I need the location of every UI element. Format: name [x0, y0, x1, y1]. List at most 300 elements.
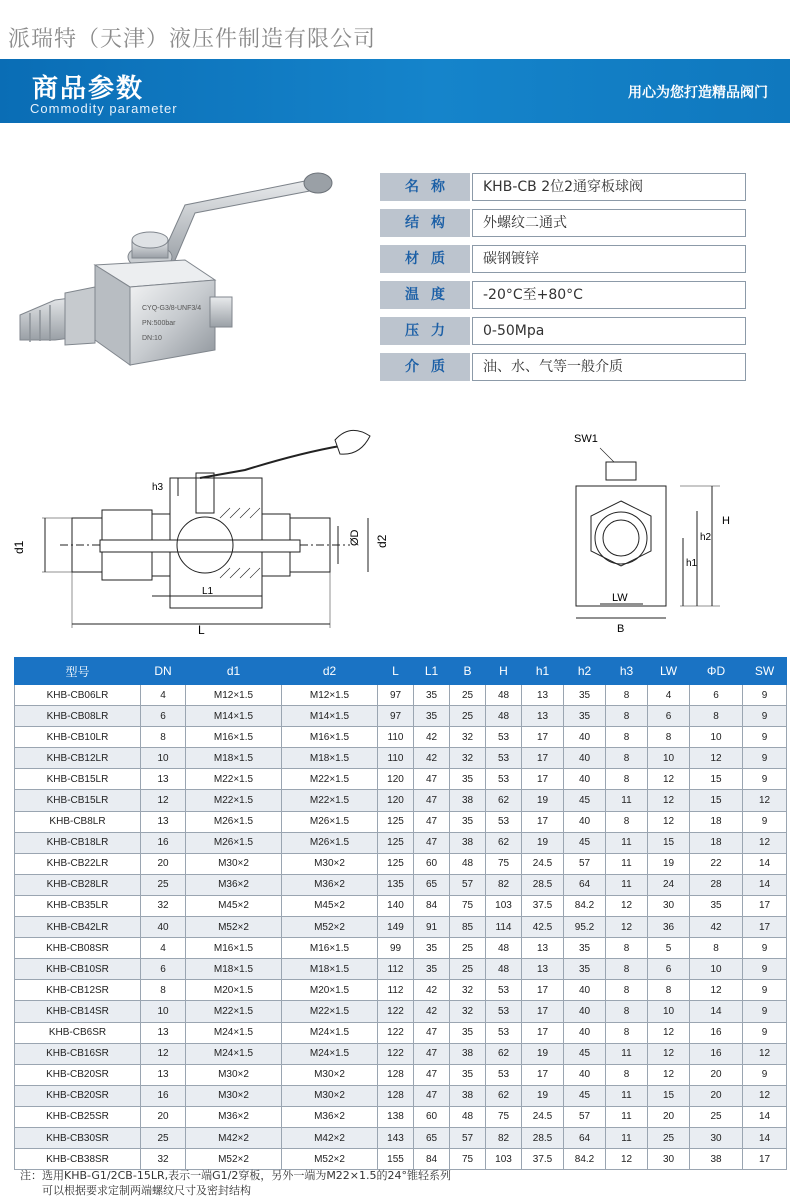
table-row — [15, 811, 787, 832]
table-cell: 40 — [564, 1064, 606, 1085]
table-cell: M24×1.5 — [186, 1043, 282, 1064]
table-cell: 11 — [606, 853, 648, 874]
table-cell: 17 — [522, 769, 564, 790]
table-cell: 13 — [141, 1022, 186, 1043]
table-cell: 14 — [743, 874, 787, 895]
table-cell: 48 — [486, 959, 522, 980]
table-cell: 20 — [141, 1106, 186, 1127]
param-list — [380, 173, 746, 389]
table-cell: 8 — [606, 769, 648, 790]
table-cell: 35 — [564, 959, 606, 980]
table-row — [15, 938, 787, 959]
table-cell: 12 — [690, 748, 743, 769]
table-cell: 75 — [486, 1106, 522, 1127]
table-cell: 25 — [141, 1127, 186, 1148]
table-cell: 47 — [414, 1085, 450, 1106]
table-cell: 53 — [486, 727, 522, 748]
table-cell: M18×1.5 — [186, 959, 282, 980]
table-cell: 122 — [378, 1043, 414, 1064]
table-cell: 40 — [564, 748, 606, 769]
table-row — [15, 1106, 787, 1127]
table-cell: 11 — [606, 1127, 648, 1148]
table-cell: 103 — [486, 1149, 522, 1170]
table-cell: 36 — [648, 917, 690, 938]
table-cell: 45 — [564, 1043, 606, 1064]
table-cell: 8 — [606, 938, 648, 959]
table-cell: 91 — [414, 917, 450, 938]
table-cell: KHB-CB35LR — [15, 895, 141, 916]
table-cell: 30 — [648, 1149, 690, 1170]
table-cell: 42 — [414, 748, 450, 769]
table-cell: M26×1.5 — [186, 811, 282, 832]
table-row — [15, 790, 787, 811]
table-cell: 110 — [378, 748, 414, 769]
param-row — [380, 281, 746, 309]
footnote — [20, 1168, 451, 1198]
param-value: 0-50Mpa — [472, 317, 746, 345]
col-h2: h2 — [564, 658, 606, 685]
param-row — [380, 353, 746, 381]
table-cell: 6 — [648, 706, 690, 727]
table-cell: 22 — [690, 853, 743, 874]
table-cell: KHB-CB06LR — [15, 685, 141, 706]
table-cell: 12 — [743, 1085, 787, 1106]
table-cell: 84.2 — [564, 895, 606, 916]
table-cell: 24 — [648, 874, 690, 895]
table-cell: 8 — [141, 727, 186, 748]
table-cell: M26×1.5 — [186, 832, 282, 853]
table-cell: 45 — [564, 1085, 606, 1106]
table-cell: 75 — [450, 895, 486, 916]
technical-drawing — [0, 418, 790, 638]
table-cell: KHB-CB30SR — [15, 1127, 141, 1148]
table-cell: 8 — [606, 1001, 648, 1022]
table-cell: M36×2 — [186, 874, 282, 895]
table-cell: 60 — [414, 853, 450, 874]
table-cell: 53 — [486, 980, 522, 1001]
table-row — [15, 685, 787, 706]
table-cell: 6 — [690, 685, 743, 706]
table-cell: 155 — [378, 1149, 414, 1170]
table-cell: 35 — [450, 1064, 486, 1085]
table-cell: 47 — [414, 769, 450, 790]
table-cell: 42 — [414, 980, 450, 1001]
param-label: 结构 — [380, 209, 470, 237]
table-cell: 82 — [486, 1127, 522, 1148]
table-cell: 15 — [690, 790, 743, 811]
table-cell: 6 — [141, 959, 186, 980]
table-cell: 42 — [414, 727, 450, 748]
table-cell: 57 — [450, 1127, 486, 1148]
table-cell: KHB-CB08SR — [15, 938, 141, 959]
table-cell: 25 — [141, 874, 186, 895]
table-row — [15, 959, 787, 980]
table-cell: KHB-CB20SR — [15, 1085, 141, 1106]
table-cell: KHB-CB12SR — [15, 980, 141, 1001]
table-cell: 13 — [522, 706, 564, 727]
table-cell: M16×1.5 — [186, 938, 282, 959]
table-cell: 37.5 — [522, 895, 564, 916]
table-cell: 97 — [378, 706, 414, 727]
param-label: 名称 — [380, 173, 470, 201]
table-cell: 25 — [450, 959, 486, 980]
table-cell: 9 — [743, 706, 787, 727]
table-cell: 12 — [141, 1043, 186, 1064]
table-cell: 48 — [450, 853, 486, 874]
table-cell: 97 — [378, 685, 414, 706]
table-cell: 122 — [378, 1001, 414, 1022]
table-cell: 30 — [648, 895, 690, 916]
table-cell: 40 — [564, 769, 606, 790]
table-cell: 32 — [141, 1149, 186, 1170]
product-photo — [10, 165, 340, 375]
param-label: 温度 — [380, 281, 470, 309]
table-cell: 18 — [690, 811, 743, 832]
table-cell: 4 — [648, 685, 690, 706]
table-cell: 84 — [414, 895, 450, 916]
table-cell: KHB-CB15LR — [15, 769, 141, 790]
table-cell: 40 — [141, 917, 186, 938]
table-cell: 35 — [690, 895, 743, 916]
table-cell: 35 — [450, 811, 486, 832]
table-cell: 40 — [564, 811, 606, 832]
table-cell: 6 — [141, 706, 186, 727]
table-cell: 10 — [648, 1001, 690, 1022]
footnote-line-1: 注：选用KHB-G1/2CB-15LR,表示一端G1/2穿板，另外一端为M22×1.5的24°锥轻系列 — [20, 1169, 452, 1182]
table-row — [15, 748, 787, 769]
table-cell: 38 — [450, 832, 486, 853]
table-cell: M52×2 — [282, 1149, 378, 1170]
table-cell: 20 — [690, 1064, 743, 1085]
table-cell: 9 — [743, 1001, 787, 1022]
col-l1: L1 — [414, 658, 450, 685]
col-lw: LW — [648, 658, 690, 685]
table-cell: 32 — [450, 980, 486, 1001]
table-cell: 128 — [378, 1064, 414, 1085]
table-cell: M20×1.5 — [186, 980, 282, 1001]
table-cell: 42 — [414, 1001, 450, 1022]
table-cell: M52×2 — [186, 917, 282, 938]
table-cell: M45×2 — [186, 895, 282, 916]
table-cell: 19 — [522, 1085, 564, 1106]
table-cell: 85 — [450, 917, 486, 938]
table-cell: M42×2 — [186, 1127, 282, 1148]
table-cell: 11 — [606, 832, 648, 853]
footnote-line-2: 可以根据要求定制两端螺纹尺寸及密封结构 — [42, 1184, 251, 1197]
table-cell: M18×1.5 — [282, 959, 378, 980]
table-cell: KHB-CB08LR — [15, 706, 141, 727]
col-d1: d1 — [186, 658, 282, 685]
dim-lw: LW — [612, 592, 628, 604]
dim-h2: h2 — [700, 532, 712, 543]
table-cell: 6 — [648, 959, 690, 980]
table-cell: 47 — [414, 1064, 450, 1085]
param-value: 碳钢镀锌 — [472, 245, 746, 273]
param-value: KHB-CB 2位2通穿板球阀 — [472, 173, 746, 201]
table-cell: 13 — [141, 769, 186, 790]
table-cell: 112 — [378, 980, 414, 1001]
col-dn: DN — [141, 658, 186, 685]
dim-b: B — [617, 623, 625, 635]
table-cell: M30×2 — [282, 1085, 378, 1106]
table-cell: 9 — [743, 938, 787, 959]
col-sw: SW — [743, 658, 787, 685]
param-label: 介质 — [380, 353, 470, 381]
table-cell: 25 — [450, 938, 486, 959]
table-cell: 103 — [486, 895, 522, 916]
table-cell: 8 — [690, 938, 743, 959]
table-cell: KHB-CB12LR — [15, 748, 141, 769]
table-cell: 8 — [648, 980, 690, 1001]
table-row — [15, 853, 787, 874]
table-cell: 125 — [378, 811, 414, 832]
table-cell: 64 — [564, 1127, 606, 1148]
table-cell: 32 — [450, 748, 486, 769]
table-cell: KHB-CB8LR — [15, 811, 141, 832]
table-cell: 84.2 — [564, 1149, 606, 1170]
table-cell: 8 — [606, 748, 648, 769]
table-cell: 5 — [648, 938, 690, 959]
table-cell: KHB-CB25SR — [15, 1106, 141, 1127]
col-h3: h3 — [606, 658, 648, 685]
table-cell: 24.5 — [522, 853, 564, 874]
table-cell: 19 — [522, 1043, 564, 1064]
table-row — [15, 1064, 787, 1085]
table-cell: 53 — [486, 769, 522, 790]
table-row — [15, 1085, 787, 1106]
table-cell: 12 — [648, 811, 690, 832]
company-name: 派瑞特（天津）液压件制造有限公司 — [8, 27, 377, 52]
table-cell: 11 — [606, 874, 648, 895]
table-cell: M30×2 — [186, 853, 282, 874]
table-cell: M22×1.5 — [282, 769, 378, 790]
table-cell: 17 — [743, 895, 787, 916]
table-cell: M36×2 — [282, 874, 378, 895]
banner-title: 商品参数 — [32, 74, 145, 104]
table-cell: M30×2 — [186, 1064, 282, 1085]
table-cell: M16×1.5 — [282, 727, 378, 748]
table-cell: 9 — [743, 980, 787, 1001]
table-cell: 11 — [606, 790, 648, 811]
table-cell: KHB-CB10SR — [15, 959, 141, 980]
table-cell: 19 — [522, 832, 564, 853]
table-cell: 14 — [690, 1001, 743, 1022]
table-cell: 25 — [690, 1106, 743, 1127]
table-cell: 65 — [414, 1127, 450, 1148]
col-model: 型号 — [15, 658, 141, 685]
table-row — [15, 917, 787, 938]
table-cell: 45 — [564, 832, 606, 853]
table-cell: M16×1.5 — [186, 727, 282, 748]
table-cell: 62 — [486, 790, 522, 811]
table-cell: 16 — [141, 832, 186, 853]
table-cell: 12 — [743, 790, 787, 811]
table-cell: 53 — [486, 748, 522, 769]
table-cell: M12×1.5 — [282, 685, 378, 706]
table-cell: 35 — [414, 685, 450, 706]
table-cell: 14 — [743, 1106, 787, 1127]
table-cell: 17 — [522, 1064, 564, 1085]
table-cell: 12 — [606, 895, 648, 916]
table-row — [15, 1043, 787, 1064]
table-cell: 82 — [486, 874, 522, 895]
table-cell: 8 — [606, 1064, 648, 1085]
table-cell: 8 — [606, 959, 648, 980]
table-cell: M16×1.5 — [282, 938, 378, 959]
col-h1: h1 — [522, 658, 564, 685]
table-cell: 10 — [141, 1001, 186, 1022]
table-cell: 48 — [450, 1106, 486, 1127]
table-cell: 14 — [743, 853, 787, 874]
table-cell: 12 — [648, 1043, 690, 1064]
param-row — [380, 173, 746, 201]
table-cell: 110 — [378, 727, 414, 748]
table-cell: KHB-CB6SR — [15, 1022, 141, 1043]
table-cell: 11 — [606, 1106, 648, 1127]
table-cell: 35 — [564, 685, 606, 706]
table-cell: 17 — [522, 980, 564, 1001]
table-cell: M18×1.5 — [186, 748, 282, 769]
col-l: L — [378, 658, 414, 685]
table-row — [15, 727, 787, 748]
table-cell: 53 — [486, 1022, 522, 1043]
table-cell: 125 — [378, 853, 414, 874]
table-cell: M22×1.5 — [282, 790, 378, 811]
table-cell: 17 — [743, 917, 787, 938]
table-cell: 57 — [450, 874, 486, 895]
table-cell: 120 — [378, 769, 414, 790]
photo-marking-3: DN:10 — [142, 335, 162, 342]
dim-l1: L1 — [202, 586, 214, 597]
table-cell: 8 — [648, 727, 690, 748]
table-cell: 53 — [486, 811, 522, 832]
table-cell: 16 — [690, 1022, 743, 1043]
table-cell: KHB-CB22LR — [15, 853, 141, 874]
param-label: 材质 — [380, 245, 470, 273]
table-cell: KHB-CB10LR — [15, 727, 141, 748]
table-cell: 28.5 — [522, 1127, 564, 1148]
table-cell: 9 — [743, 769, 787, 790]
table-cell: 38 — [450, 790, 486, 811]
table-cell: 125 — [378, 832, 414, 853]
table-cell: M26×1.5 — [282, 811, 378, 832]
table-cell: 47 — [414, 1043, 450, 1064]
table-cell: 112 — [378, 959, 414, 980]
table-cell: 8 — [606, 727, 648, 748]
table-cell: 17 — [522, 727, 564, 748]
table-cell: 9 — [743, 685, 787, 706]
table-cell: M22×1.5 — [186, 790, 282, 811]
table-cell: M24×1.5 — [282, 1043, 378, 1064]
table-row — [15, 706, 787, 727]
table-cell: 13 — [141, 811, 186, 832]
table-cell: 12 — [141, 790, 186, 811]
table-cell: 143 — [378, 1127, 414, 1148]
table-cell: 9 — [743, 811, 787, 832]
table-cell: 13 — [522, 938, 564, 959]
table-cell: 15 — [690, 769, 743, 790]
dim-od: ØD — [349, 529, 361, 546]
table-cell: 60 — [414, 1106, 450, 1127]
table-cell: KHB-CB16SR — [15, 1043, 141, 1064]
table-cell: KHB-CB20SR — [15, 1064, 141, 1085]
table-row — [15, 874, 787, 895]
table-cell: 9 — [743, 959, 787, 980]
table-cell: 38 — [450, 1043, 486, 1064]
table-cell: 28 — [690, 874, 743, 895]
spec-table-body — [15, 685, 787, 1170]
table-cell: 9 — [743, 727, 787, 748]
param-row — [380, 245, 746, 273]
table-cell: 35 — [414, 959, 450, 980]
dim-h: H — [722, 515, 730, 527]
table-cell: 20 — [648, 1106, 690, 1127]
table-cell: M24×1.5 — [282, 1022, 378, 1043]
table-row — [15, 1127, 787, 1148]
table-cell: 35 — [564, 706, 606, 727]
banner-slogan: 用心为您打造精品阀门 — [628, 85, 768, 101]
table-cell: 75 — [450, 1149, 486, 1170]
param-value: -20°C至+80°C — [472, 281, 746, 309]
col-od: ΦD — [690, 658, 743, 685]
table-cell: M18×1.5 — [282, 748, 378, 769]
table-cell: 10 — [690, 959, 743, 980]
table-cell: 53 — [486, 1001, 522, 1022]
table-cell: 40 — [564, 727, 606, 748]
table-cell: M20×1.5 — [282, 980, 378, 1001]
table-cell: 20 — [141, 853, 186, 874]
photo-marking-2: PN:500bar — [142, 320, 176, 327]
table-cell: 8 — [690, 706, 743, 727]
table-cell: M26×1.5 — [282, 832, 378, 853]
table-cell: 95.2 — [564, 917, 606, 938]
table-cell: 12 — [648, 1064, 690, 1085]
table-cell: 48 — [486, 685, 522, 706]
table-cell: 16 — [141, 1085, 186, 1106]
table-cell: 42.5 — [522, 917, 564, 938]
table-cell: 25 — [648, 1127, 690, 1148]
table-cell: 47 — [414, 832, 450, 853]
param-value: 外螺纹二通式 — [472, 209, 746, 237]
table-cell: 28.5 — [522, 874, 564, 895]
dim-l: L — [198, 623, 205, 637]
table-cell: KHB-CB28LR — [15, 874, 141, 895]
table-cell: 114 — [486, 917, 522, 938]
table-cell: 128 — [378, 1085, 414, 1106]
table-cell: 149 — [378, 917, 414, 938]
table-cell: 4 — [141, 685, 186, 706]
table-cell: 10 — [690, 727, 743, 748]
table-cell: 13 — [522, 959, 564, 980]
dim-h1: h1 — [686, 558, 698, 569]
table-cell: 75 — [486, 853, 522, 874]
table-cell: 19 — [648, 853, 690, 874]
table-cell: M22×1.5 — [186, 769, 282, 790]
table-cell: M22×1.5 — [186, 1001, 282, 1022]
table-cell: KHB-CB38SR — [15, 1149, 141, 1170]
table-cell: 32 — [450, 1001, 486, 1022]
spec-table — [14, 657, 787, 1170]
table-cell: 42 — [690, 917, 743, 938]
table-cell: 13 — [522, 685, 564, 706]
table-cell: 47 — [414, 1022, 450, 1043]
table-cell: 8 — [606, 980, 648, 1001]
table-cell: 12 — [648, 769, 690, 790]
table-cell: KHB-CB42LR — [15, 917, 141, 938]
table-cell: 8 — [606, 706, 648, 727]
table-row — [15, 1001, 787, 1022]
table-cell: 9 — [743, 1022, 787, 1043]
